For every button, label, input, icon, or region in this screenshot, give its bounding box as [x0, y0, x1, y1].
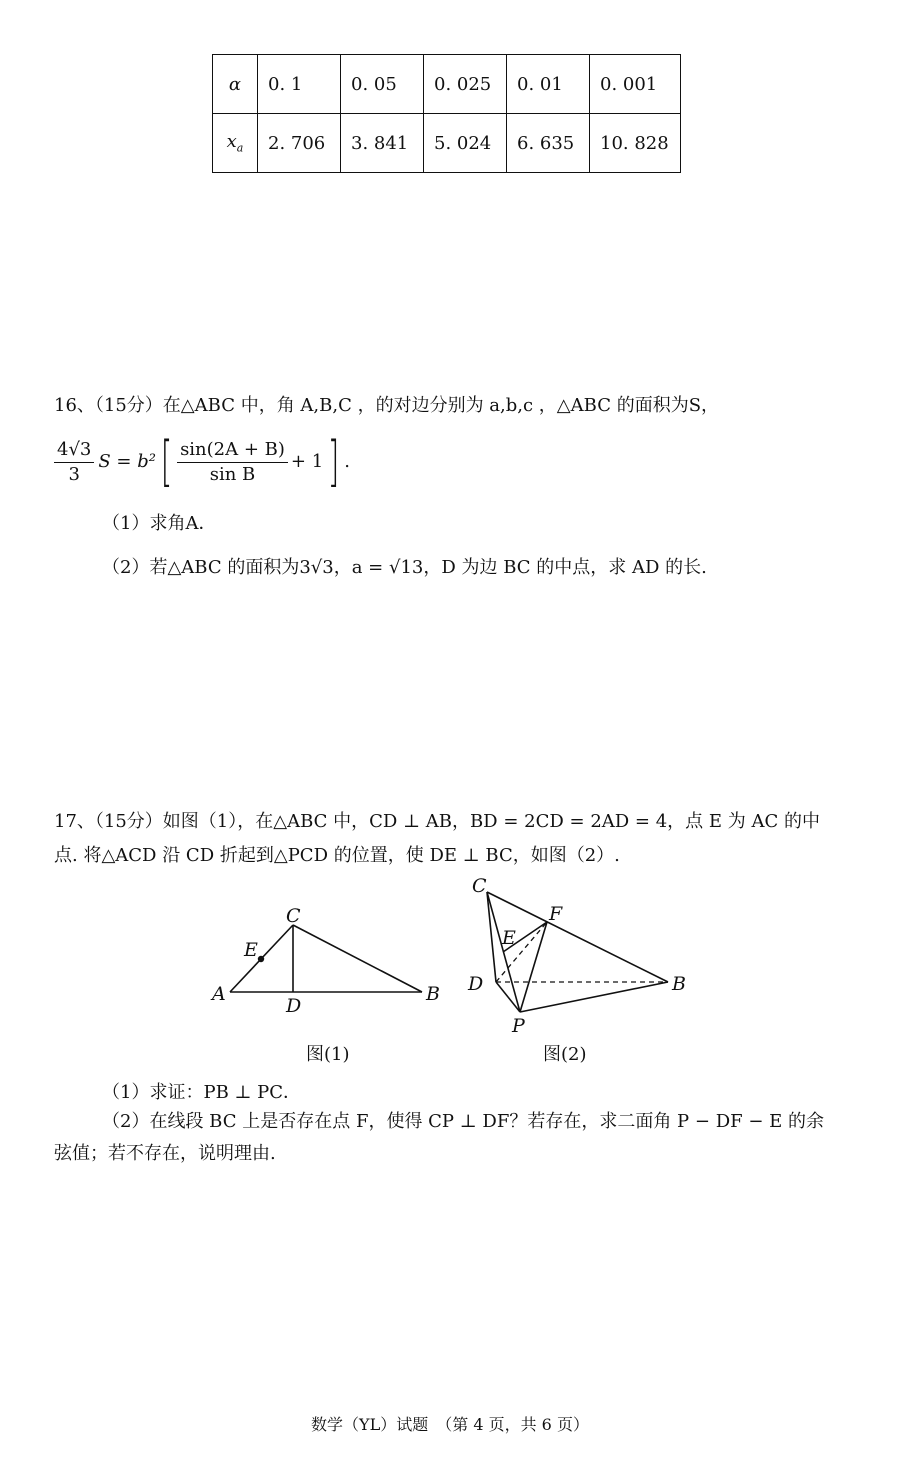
table-cell: 0. 01 [507, 55, 590, 114]
table-cell: 10. 828 [590, 114, 681, 173]
label-C: C [472, 875, 487, 897]
q17-part2-line2: 弦值；若不存在，说明理由. [54, 1143, 276, 1164]
coef-numerator: 4√3 [54, 438, 94, 463]
x-symbol: x [226, 131, 237, 153]
table-cell: 2. 706 [258, 114, 341, 173]
table-cell: 6. 635 [507, 114, 590, 173]
table-cell: 0. 025 [424, 55, 507, 114]
table-cell: 0. 05 [341, 55, 424, 114]
label-A: A [212, 983, 226, 1005]
label-B: B [672, 973, 686, 995]
label-E: E [244, 939, 258, 961]
table-cell: α [213, 55, 258, 114]
formula-period: . [344, 451, 350, 472]
table-cell: 0. 001 [590, 55, 681, 114]
q17-figures [200, 870, 720, 1070]
formula-fraction [177, 438, 288, 487]
page-footer: 数学（YL）试题 （第 4 页，共 6 页） [311, 1415, 589, 1434]
table-cell: 3. 841 [341, 114, 424, 173]
q16-stem: 16、（15分）在△ABC 中，角 A,B,C ，的对边分别为 a,b,c ，△ABC 的面积为S， [54, 395, 720, 416]
label-C: C [286, 905, 301, 927]
formula-tail: + 1 [290, 451, 324, 472]
figure-1-caption: 图(1) [306, 1044, 350, 1065]
q17-part2-line1: （2）在线段 BC 上是否存在点 F，使得 CP ⊥ DF？若存在，求二面角 P − DF − E 的余 [102, 1111, 825, 1132]
q17-stem-line1: 17、（15分）如图（1），在△ABC 中，CD ⊥ AB，BD = 2CD = 2AD = 4，点 E 为 AC 的中 [54, 811, 820, 832]
q17-stem-line2: 点. 将△ACD 沿 CD 折起到△PCD 的位置，使 DE ⊥ BC，如图（2）. [54, 845, 620, 866]
point-E [258, 956, 264, 962]
right-bracket: ] [327, 430, 340, 493]
frac-numerator: sin(2A + B) [177, 438, 288, 463]
formula-coefficient [54, 438, 94, 487]
segment-CB [293, 925, 422, 992]
figure-1 [210, 905, 440, 1065]
label-P: P [512, 1015, 525, 1037]
figure-2 [467, 875, 686, 1065]
figure-2-caption: 图(2) [543, 1044, 587, 1065]
label-D: D [286, 995, 302, 1017]
table-cell [213, 114, 258, 173]
label-D: D [468, 973, 484, 995]
label-B: B [426, 983, 440, 1005]
table-row [213, 55, 681, 114]
q16-formula [54, 430, 350, 494]
q17-part1: （1）求证：PB ⊥ PC． [102, 1082, 302, 1103]
coef-denominator: 3 [68, 463, 80, 485]
segment-FP [520, 922, 547, 1012]
critical-value-table [212, 54, 681, 173]
left-bracket: [ [160, 430, 173, 493]
label-E: E [502, 927, 516, 949]
table-cell: 0. 1 [258, 55, 341, 114]
table-row [213, 114, 681, 173]
x-subscript: a [236, 141, 244, 155]
segment-PB [520, 982, 668, 1012]
frac-denominator: sin B [209, 463, 256, 485]
label-F: F [549, 903, 563, 925]
q16-part1: （1）求角A． [102, 513, 217, 534]
formula-middle: S = b² [98, 451, 156, 472]
table-cell: 5. 024 [424, 114, 507, 173]
q16-part2: （2）若△ABC 的面积为3√3，a = √13，D 为边 BC 的中点，求 AD 的长. [102, 557, 707, 578]
